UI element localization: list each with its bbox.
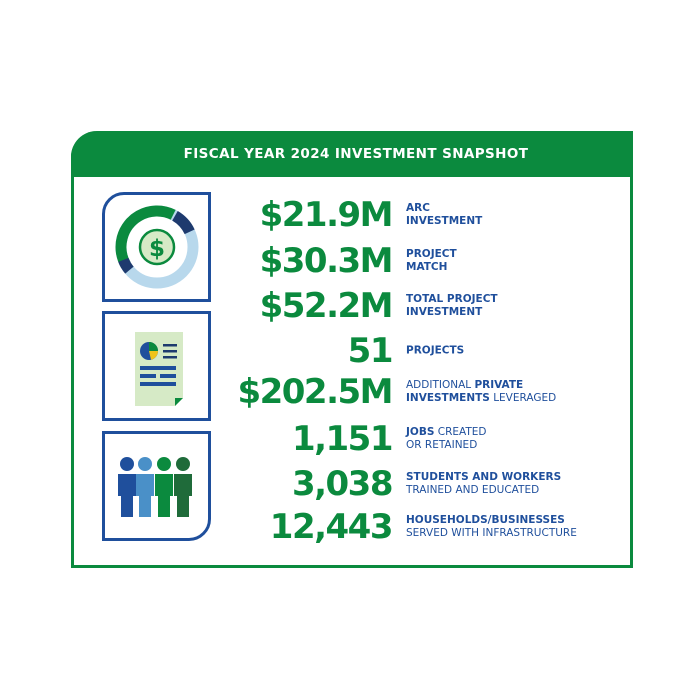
stat-label-text: SERVED WITH INFRASTRUCTURE	[406, 527, 577, 539]
stat-label-bold: PROJECTS	[406, 344, 465, 357]
stat-value: $202.5M	[237, 372, 392, 412]
investment-snapshot-card	[71, 131, 633, 568]
stat-label-line	[406, 426, 487, 439]
stat-label	[406, 202, 482, 228]
stat-row	[234, 195, 624, 235]
stat-label-line	[406, 261, 457, 274]
people-icon-box	[102, 431, 211, 541]
stat-label-text: LEVERAGED	[489, 392, 557, 404]
stat-value: 3,038	[291, 464, 392, 504]
people-group-icon	[105, 434, 208, 538]
stat-label-line	[406, 248, 457, 261]
stat-value: 1,151	[291, 419, 392, 459]
stat-value: $52.2M	[259, 286, 392, 326]
stat-label-line	[406, 202, 482, 215]
stat-value: $30.3M	[259, 241, 392, 281]
stat-label	[406, 293, 498, 319]
report-document-icon	[105, 314, 208, 418]
stat-row	[234, 286, 624, 326]
stat-label-bold: INVESTMENT	[406, 306, 483, 318]
stat-label	[406, 426, 487, 452]
dollar-donut-icon	[105, 195, 208, 299]
stat-label-text: ADDITIONAL	[406, 379, 475, 391]
snapshot-title: FISCAL YEAR 2024 INVESTMENT SNAPSHOT	[183, 146, 529, 162]
stat-label-line	[406, 484, 561, 497]
stat-label-text: OR RETAINED	[406, 439, 478, 451]
stat-label-line	[406, 514, 577, 527]
stat-label-bold: PROJECT	[406, 248, 457, 260]
projects-icon-box	[102, 311, 211, 421]
svg-text:$: $	[148, 236, 166, 262]
stat-label-line	[406, 345, 464, 358]
stat-label-text: CREATED	[434, 426, 487, 438]
stat-label-line	[406, 392, 556, 405]
stat-label-bold: INVESTMENT	[406, 215, 483, 227]
stat-label-line	[406, 215, 482, 228]
stat-value: $21.9M	[259, 195, 392, 235]
stat-label	[406, 248, 457, 274]
stat-label-bold: ARC	[406, 202, 430, 214]
stat-label-bold: PRIVATE	[474, 379, 524, 391]
stat-label-bold: INVESTMENTS	[406, 392, 490, 404]
stat-row	[234, 419, 624, 459]
stat-label-bold: JOBS	[406, 426, 435, 438]
investment-icon-box	[102, 192, 211, 302]
stat-label	[406, 345, 464, 358]
stat-label-line	[406, 379, 556, 392]
stat-label-bold: TOTAL PROJECT	[406, 293, 498, 305]
stat-row	[234, 331, 624, 371]
stat-label	[406, 471, 561, 497]
stat-label-line	[406, 527, 577, 540]
stat-row	[234, 507, 624, 547]
stat-label-bold: HOUSEHOLDS/BUSINESSES	[406, 514, 565, 526]
stat-label	[406, 514, 577, 540]
stat-label-line	[406, 439, 487, 452]
stat-label-line	[406, 293, 498, 306]
stat-label-line	[406, 471, 561, 484]
stat-label	[406, 379, 556, 405]
stat-value: 51	[347, 331, 392, 371]
stat-label-bold: STUDENTS AND WORKERS	[406, 471, 562, 483]
header-banner	[71, 131, 633, 177]
stat-label-text: TRAINED AND EDUCATED	[406, 484, 540, 496]
stat-row	[234, 372, 624, 412]
stat-row	[234, 464, 624, 504]
stat-row	[234, 241, 624, 281]
stat-label-bold: MATCH	[406, 261, 448, 273]
stat-label-line	[406, 306, 498, 319]
stat-value: 12,443	[269, 507, 392, 547]
